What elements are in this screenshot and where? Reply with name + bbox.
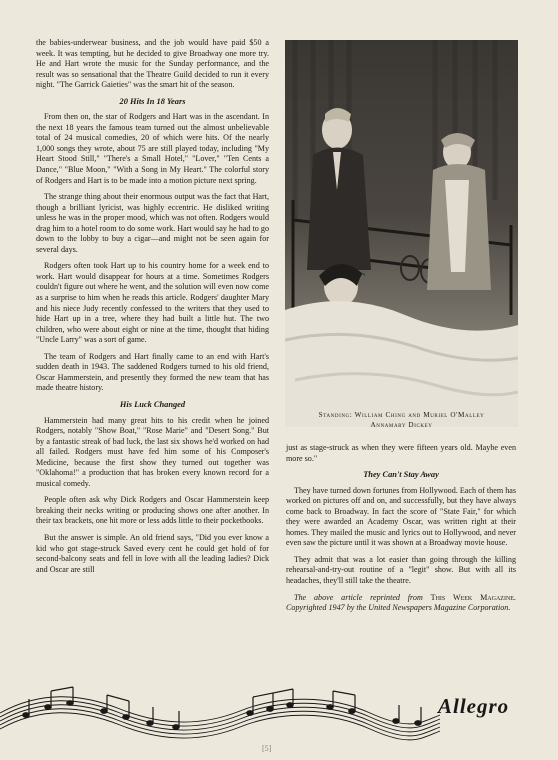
credit-suffix: . Copyrighted 1947 by the United Newspapers Magazine Corporation. — [286, 592, 516, 613]
photo-illustration — [285, 40, 518, 427]
page-number: [5] — [262, 744, 272, 753]
credit-source: This Week Magazine — [430, 592, 514, 602]
article-paragraph: They have turned down fortunes from Hollywood. Each of them has worked on pictures off and on, and successfully, but they have always come back to Broadway. In fact the score of "State Fair," for which they were awarded an Academy Oscar, was written right at their homes. They mailed the music and lyrics out to Hollywood, and never even saw the picture until it was shown at a Broadway movie house. — [286, 485, 516, 548]
article-paragraph: From then on, the star of Rodgers and Hart was in the ascendant. In the next 18 years the famous team turned out the almost unbelievable total of 24 musical comedies, 20 of which were hits. Of the nearly 1,000 songs they wrote, about 75 are still played today, including "My Heart Stood Still," "There's a Small Hotel," "Lover," "Ten Cents a Dance," "Blue Moon," "With a Song in My Heart." The colorful story of Rodgers and Hart is to be made into a motion picture next spring. — [36, 112, 269, 185]
caption-line: Annamary Dickey — [370, 421, 433, 429]
article-paragraph: But the answer is simple. An old friend says, "Did you ever know a kid who got stage-struck Saved every cent he could get hold of for second-balcony seats and fell in love with all the leading ladies? Dick and Oscar are still — [36, 532, 269, 574]
section-heading: 20 Hits In 18 Years — [119, 96, 186, 106]
article-paragraph: The strange thing about their enormous output was the fact that Hart, though a brilliant lyricist, was highly eccentric. He disliked writing unless he was in the proper mood, which was not often. Rodgers would drag him to a hotel room to do some work. Hart would say he had to go down to the lobby to buy a cigar—and might not be seen again for several days. — [36, 192, 269, 254]
article-paragraph: The team of Rodgers and Hart finally came to an end with Hart's sudden death in 1943. The saddened Rodgers turned to his old friend, Oscar Hammerstein, and presently they formed the new team that has made theatre history. — [36, 351, 269, 393]
article-paragraph: They admit that was a lot easier than going through the killing rehearsal-and-try-out routine of a "legit" show. But with all its headaches, they'll still take the theatre. — [286, 554, 516, 586]
article-paragraph: the babies-underwear business, and the job would have paid $50 a week. It was tempting, but he decided to give Broadway one more try. He and Hart wrote the music for the Sunday performance, and the result was so sensational that the Theatre Guild decided to run it every night. "The Garrick Gaieties" was the smart hit of the season. — [36, 38, 269, 90]
article-right-column — [286, 443, 516, 620]
article-left-column — [36, 38, 269, 581]
show-title-logo: Allegro — [438, 694, 510, 718]
reprint-credit — [286, 593, 516, 614]
article-paragraph: Rodgers often took Hart up to his country home for a week end to work. Hart would disappear for hours at a time. Sometimes Rodgers couldn't figure out where he went, and the solution will even now come as a surprise to him when he reads this article. Rodgers' daughter Mary and his niece Judy recently confessed to the writers that they used to hide Hart up in a tree, where they had built a little hut. The two children, who were about eight or nine at the time, thought that hiding "Uncle Larry" was a sort of game. — [36, 261, 269, 345]
photo-caption — [285, 410, 518, 430]
article-paragraph: People often ask why Dick Rodgers and Oscar Hammerstein keep breaking their necks writing or producing shows one after another. In their tax brackets, one hit more or less adds little to their pocketbooks. — [36, 495, 269, 526]
section-heading: They Can't Stay Away — [363, 470, 439, 480]
credit-prefix: The above article reprinted from — [294, 592, 431, 602]
production-photo — [285, 40, 518, 427]
article-paragraph: Hammerstein had many great hits to his credit when he joined Rodgers, notably "Show Boat," "Rose Marie" and "Desert Song." But by a fantastic streak of bad luck, the last six shows he'd worked on had all failed. Rodgers must have fed him some of his Composer's Medicine, because the first show they turned out together was "Oklahoma!" a production that has broken every known record for a musical comedy. — [36, 415, 269, 488]
section-heading: His Luck Changed — [119, 399, 186, 409]
caption-line: Standing: William Ching and Muriel O'Malley — [318, 411, 485, 419]
article-paragraph: just as stage-struck as when they were fifteen years old. Maybe even more so." — [286, 443, 516, 463]
